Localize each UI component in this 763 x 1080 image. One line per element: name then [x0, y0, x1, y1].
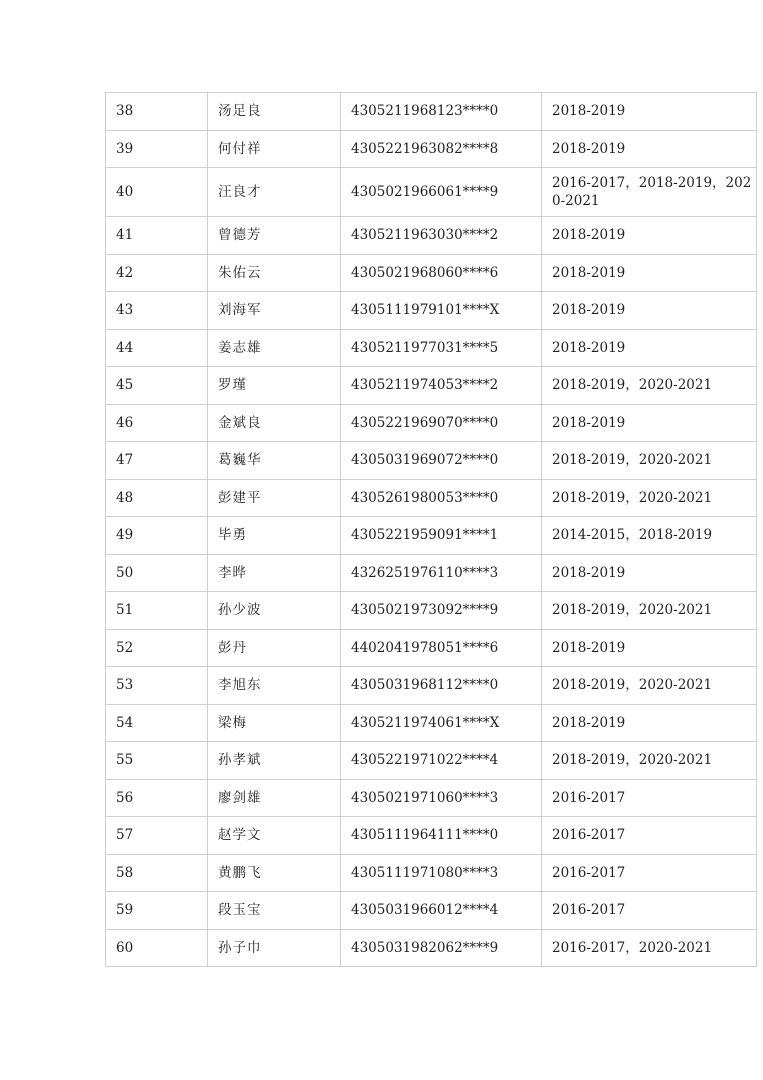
table-row: [106, 292, 757, 330]
award-years: 2018-2019，2020-2021: [542, 442, 757, 480]
id-number: 4305211963030****2: [341, 217, 542, 255]
table-row: [106, 592, 757, 630]
person-name: 孙少波: [208, 592, 341, 630]
row-number: 54: [106, 704, 208, 742]
award-years: 2014-2015，2018-2019: [542, 517, 757, 555]
person-name: 赵学文: [208, 817, 341, 855]
table-row: [106, 93, 757, 131]
table-row: [106, 517, 757, 555]
table-row: [106, 742, 757, 780]
table-row: [106, 704, 757, 742]
roster-table-body: [106, 93, 757, 967]
person-name: 李晔: [208, 554, 341, 592]
row-number: 59: [106, 892, 208, 930]
award-years: 2018-2019: [542, 329, 757, 367]
table-row: [106, 667, 757, 705]
row-number: 42: [106, 254, 208, 292]
award-years: 2016-2017，2020-2021: [542, 929, 757, 967]
id-number: 4305221959091****1: [341, 517, 542, 555]
person-name: 彭丹: [208, 629, 341, 667]
award-years: 2016-2017: [542, 854, 757, 892]
id-number: 4305021968060****6: [341, 254, 542, 292]
table-row: [106, 554, 757, 592]
table-row: [106, 892, 757, 930]
row-number: 48: [106, 479, 208, 517]
row-number: 52: [106, 629, 208, 667]
row-number: 41: [106, 217, 208, 255]
person-name: 何付祥: [208, 130, 341, 168]
award-years: 2018-2019: [542, 629, 757, 667]
row-number: 46: [106, 404, 208, 442]
id-number: 4305211974053****2: [341, 367, 542, 405]
table-row: [106, 629, 757, 667]
award-years: 2018-2019，2020-2021: [542, 592, 757, 630]
id-number: 4305261980053****0: [341, 479, 542, 517]
row-number: 56: [106, 779, 208, 817]
row-number: 38: [106, 93, 208, 131]
award-years: 2018-2019: [542, 254, 757, 292]
award-years: 2018-2019，2020-2021: [542, 742, 757, 780]
row-number: 58: [106, 854, 208, 892]
id-number: 4305211977031****5: [341, 329, 542, 367]
id-number: 4305111979101****X: [341, 292, 542, 330]
award-years: 2016-2017: [542, 817, 757, 855]
id-number: 4305021973092****9: [341, 592, 542, 630]
award-years: 2018-2019: [542, 130, 757, 168]
id-number: 4305211974061****X: [341, 704, 542, 742]
award-years: 2016-2017，2018-2019，2020-2021: [542, 168, 757, 217]
roster-table: [105, 92, 757, 967]
person-name: 梁梅: [208, 704, 341, 742]
person-name: 毕勇: [208, 517, 341, 555]
row-number: 49: [106, 517, 208, 555]
award-years: 2016-2017: [542, 779, 757, 817]
id-number: 4305031966012****4: [341, 892, 542, 930]
table-row: [106, 404, 757, 442]
table-row: [106, 854, 757, 892]
person-name: 汪良才: [208, 168, 341, 217]
row-number: 45: [106, 367, 208, 405]
person-name: 曾德芳: [208, 217, 341, 255]
id-number: 4305221971022****4: [341, 742, 542, 780]
row-number: 43: [106, 292, 208, 330]
person-name: 葛巍华: [208, 442, 341, 480]
person-name: 朱佑云: [208, 254, 341, 292]
award-years: 2018-2019: [542, 217, 757, 255]
table-row: [106, 479, 757, 517]
table-row: [106, 130, 757, 168]
person-name: 黄鹏飞: [208, 854, 341, 892]
person-name: 彭建平: [208, 479, 341, 517]
id-number: 4305021966061****9: [341, 168, 542, 217]
row-number: 53: [106, 667, 208, 705]
table-row: [106, 329, 757, 367]
id-number: 4305111971080****3: [341, 854, 542, 892]
person-name: 段玉宝: [208, 892, 341, 930]
table-row: [106, 929, 757, 967]
row-number: 60: [106, 929, 208, 967]
person-name: 姜志雄: [208, 329, 341, 367]
table-row: [106, 817, 757, 855]
table-row: [106, 217, 757, 255]
id-number: 4402041978051****6: [341, 629, 542, 667]
row-number: 50: [106, 554, 208, 592]
id-number: 4305221963082****8: [341, 130, 542, 168]
person-name: 罗瑾: [208, 367, 341, 405]
id-number: 4305211968123****0: [341, 93, 542, 131]
id-number: 4305111964111****0: [341, 817, 542, 855]
award-years: 2018-2019，2020-2021: [542, 367, 757, 405]
table-row: [106, 168, 757, 217]
award-years: 2018-2019: [542, 554, 757, 592]
award-years: 2018-2019: [542, 93, 757, 131]
award-years: 2018-2019: [542, 404, 757, 442]
award-years: 2018-2019: [542, 704, 757, 742]
id-number: 4305221969070****0: [341, 404, 542, 442]
person-name: 孙子巾: [208, 929, 341, 967]
person-name: 汤足良: [208, 93, 341, 131]
table-row: [106, 254, 757, 292]
id-number: 4305021971060****3: [341, 779, 542, 817]
row-number: 47: [106, 442, 208, 480]
table-row: [106, 442, 757, 480]
row-number: 44: [106, 329, 208, 367]
award-years: 2018-2019，2020-2021: [542, 667, 757, 705]
person-name: 金斌良: [208, 404, 341, 442]
row-number: 51: [106, 592, 208, 630]
person-name: 刘海军: [208, 292, 341, 330]
award-years: 2018-2019，2020-2021: [542, 479, 757, 517]
id-number: 4305031969072****0: [341, 442, 542, 480]
id-number: 4326251976110****3: [341, 554, 542, 592]
row-number: 40: [106, 168, 208, 217]
person-name: 李旭东: [208, 667, 341, 705]
table-row: [106, 367, 757, 405]
id-number: 4305031982062****9: [341, 929, 542, 967]
row-number: 57: [106, 817, 208, 855]
award-years: 2016-2017: [542, 892, 757, 930]
person-name: 孙孝斌: [208, 742, 341, 780]
id-number: 4305031968112****0: [341, 667, 542, 705]
person-name: 廖剑雄: [208, 779, 341, 817]
table-row: [106, 779, 757, 817]
row-number: 39: [106, 130, 208, 168]
award-years: 2018-2019: [542, 292, 757, 330]
row-number: 55: [106, 742, 208, 780]
